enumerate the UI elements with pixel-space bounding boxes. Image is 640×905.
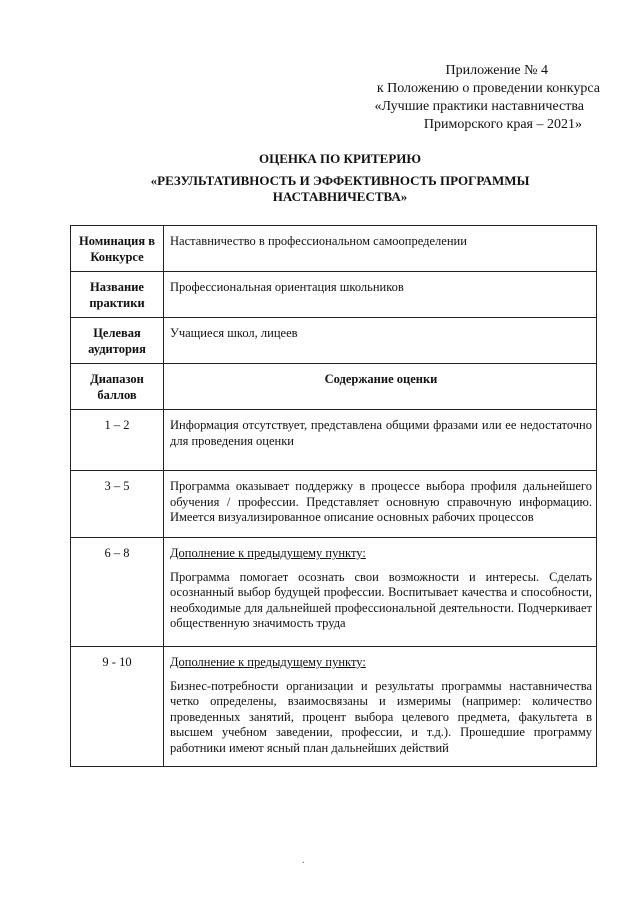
- score-description: Бизнес-потребности организации и результаты программы наставничества четко определены, взаимосвязаны и измеримы (например: количество проведенных занятий, процент выбора целевого предмета, факультета в высшем учебном заведении, профессии, и т.д.). Прошедшие программу работники имеют ясный план дальнейших действий: [170, 678, 592, 755]
- table-row: [71, 226, 597, 272]
- score-description: Программа оказывает поддержку в процессе выбора профиля дальнейшего обучения / профессии. Представляет основную справочную информацию. Имеется визуализированное описание основных рабочих процессов: [164, 471, 597, 538]
- audience-value: Учащиеся школ, лицеев: [164, 318, 597, 364]
- table-row: [71, 471, 597, 538]
- annex-header: [300, 62, 600, 134]
- criterion-table: [70, 225, 597, 767]
- table-row: [71, 272, 597, 318]
- practice-name-value: Профессиональная ориентация школьников: [164, 272, 597, 318]
- page-mark: .: [302, 855, 305, 866]
- content-header-cell: [164, 364, 597, 410]
- score-range: 1 – 2: [71, 410, 164, 471]
- annex-line: Приморского края – 2021»: [423, 117, 582, 132]
- addition-note: Дополнение к предыдущему пункту:: [170, 546, 366, 560]
- range-header: Диапазон баллов: [71, 364, 164, 410]
- score-description: Информация отсутствует, представлена общими фразами или ее недостаточно для проведения оценки: [164, 410, 597, 471]
- audience-label: Целевая аудитория: [71, 318, 164, 364]
- table-row: [71, 410, 597, 471]
- nomination-value: Наставничество в профессиональном самоопределении: [164, 226, 597, 272]
- annex-line: «Лучшие практики наставничества: [374, 99, 584, 114]
- annex-title: Приложение № 4: [445, 63, 548, 78]
- content-header: Содержание оценки: [324, 372, 438, 386]
- score-range: 3 – 5: [71, 471, 164, 538]
- score-description: Программа помогает осознать свои возможности и интересы. Сделать осознанный выбор будущей профессии. Воспитывает качества и способности, необходимые для дальнейшей профессиональной деятельности. Подчеркивает общественную значимость труда: [170, 569, 592, 630]
- criterion-title: «РЕЗУЛЬТАТИВНОСТЬ И ЭФФЕКТИВНОСТЬ ПРОГРАММЫ НАСТАВНИЧЕСТВА»: [150, 173, 530, 204]
- table-row: [71, 647, 597, 767]
- practice-name-label: Название практики: [71, 272, 164, 318]
- criterion-heading: ОЦЕНКА ПО КРИТЕРИЮ: [258, 151, 422, 166]
- table-row: [71, 318, 597, 364]
- addition-note: Дополнение к предыдущему пункту:: [170, 655, 366, 669]
- score-description-cell: [164, 538, 597, 647]
- table-header-row: [71, 364, 597, 410]
- score-description-cell: [164, 647, 597, 767]
- score-range: 9 - 10: [71, 647, 164, 767]
- score-range: 6 – 8: [71, 538, 164, 647]
- nomination-label: Номинация в Конкурсе: [71, 226, 164, 272]
- table-row: [71, 538, 597, 647]
- annex-line: к Положению о проведении конкурса: [376, 81, 600, 96]
